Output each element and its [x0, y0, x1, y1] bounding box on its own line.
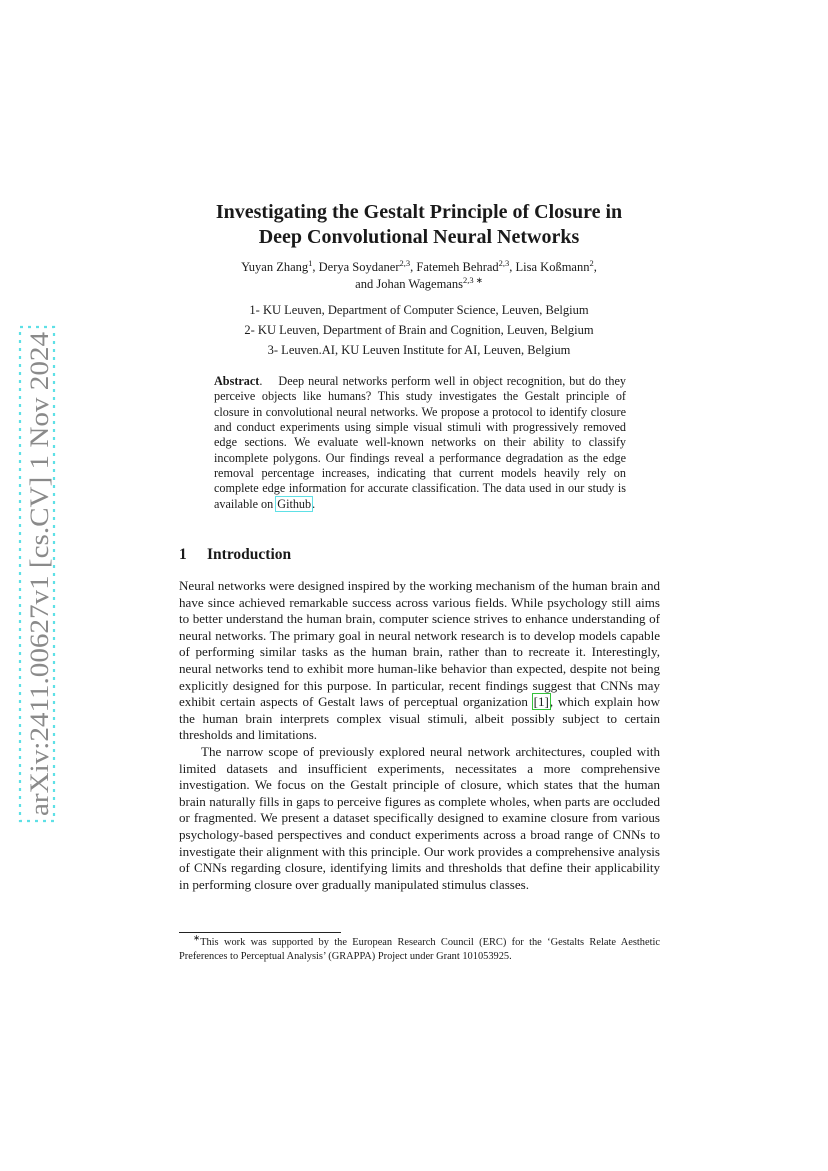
- footnote-rule: [179, 932, 341, 933]
- abstract: Abstract. Deep neural networks perform well in object recognition, but do they perceive objects like humans? This study investigates the Gestalt principle of closure in convolutional neural networks. We propose a protocol to identify closure and conduct experiments using simple visual stimuli with progressively removed edge sections. We evaluate well-known networks on their ability to classify incomplete polygons. Our findings reveal a performance degradation as the edge removal percentage increases, indicating that current models heavily rely on complete edge information for accurate classification. The data used in our study is available on Github.: [214, 374, 627, 511]
- author-3: Fatemeh Behrad$^{2,3}$: [416, 257, 510, 274]
- affiliation-3: 3- Leuven.AI, KU Leuven Institute for AI, Leuven, Belgium: [267, 343, 571, 357]
- affiliation-1: 1- KU Leuven, Department of Computer Science, Leuven, Belgium: [249, 303, 589, 317]
- section-heading-introduction: [179, 545, 291, 565]
- abstract-heading: Abstract: [214, 374, 260, 388]
- section-title: Introduction: [207, 546, 292, 563]
- intro-paragraph-1: Neural networks were designed inspired by the working mechanism of the human brain and have since achieved remarkable success across various fields. While psychology still aims to better understand the human brain, computer science strives to enhance understanding of neural networks. The primary goal in neural network research is to develop models capable of performing similar tasks as the human brain, rather than to recreate it. Interestingly, neural networks tend to exhibit more human-like behavior than expected, despite not being explicitly designed for this purpose. In particular, recent findings suggest that CNNs may exhibit certain aspects of Gestalt laws of perceptual organization [1], which explain how the human brain interprets complex visual stimuli, albeit possibly subject to certain thresholds and limitations.: [179, 578, 660, 743]
- section-number: 1: [179, 546, 187, 563]
- footnote-mark: ∗: [193, 932, 201, 943]
- affiliation-2: 2- KU Leuven, Department of Brain and Cognition, Leuven, Belgium: [244, 323, 594, 337]
- intro-paragraph-2: The narrow scope of previously explored neural network architectures, coupled with limited datasets and insufficient experiments, necessitates a more comprehensive investigation. We focus on the Gestalt principle of closure, which states that the human brain naturally fills in gaps to perceive figures as complete wholes, when parts are occluded or fragmented. We present a dataset specifically designed to examine closure from various psychology-based perspectives and conduct experiments across a broad range of CNNs to investigate their alignment with this principle. Our work provides a comprehensive analysis of CNNs regarding closure, identifying limits and thresholds that define their applicability in performing closure over gradually manipulated stimulus classes.: [179, 743, 660, 892]
- github-link[interactable]: Github: [277, 496, 312, 511]
- abstract-text: Deep neural networks perform well in object recognition, but do they perceive objects like humans? This study investigates the Gestalt principle of closure in convolutional neural networks. We propose a protocol to identify closure and conduct experiments using simple visual stimuli with progressively removed edge sections. We evaluate well-known networks on their ability to classify incomplete polygons. Our findings reveal a performance degradation as the edge removal percentage increases, indicating that current models heavily rely on complete edge information for accurate classification. The data used in our study is available on: [214, 374, 627, 511]
- author-2: Derya Soydaner$^{2,3}$: [318, 257, 411, 274]
- title-line-1: Investigating the Gestalt Principle of Closure in: [215, 201, 623, 223]
- footnote: [179, 932, 660, 964]
- author-5: Johan Wagemans$^{2,3 ∗}$: [376, 274, 483, 291]
- footnote-text: This work was supported by the European Research Council (ERC) for the ‘Gestalts Relate Aesthetic Preferences to Perceptual Analysis’ (GRAPPA) Project under Grant 101053925.: [179, 937, 660, 962]
- paper-title: [150, 200, 688, 250]
- title-line-2: Deep Convolutional Neural Networks: [258, 226, 580, 248]
- author-4: Lisa Koßmann$^2$: [515, 257, 594, 274]
- arxiv-stamp-text: arXiv:2411.00627v1 [cs.CV] 1 Nov 2024: [25, 383, 54, 816]
- author-1: Yuyan Zhang$^1$: [241, 257, 313, 274]
- arxiv-stamp-graphic: [18, 325, 58, 825]
- author-list: Yuyan Zhang$^1$, Derya Soydaner$^{2,3}$, Fatemeh Behrad$^{2,3}$, Lisa Koßmann$^2$, and Johan Wagemans$^{2,3 ∗}$: [241, 257, 597, 291]
- arxiv-stamp[interactable]: [18, 325, 58, 825]
- citation-link[interactable]: [1]: [533, 694, 549, 710]
- introduction-body: [179, 578, 660, 893]
